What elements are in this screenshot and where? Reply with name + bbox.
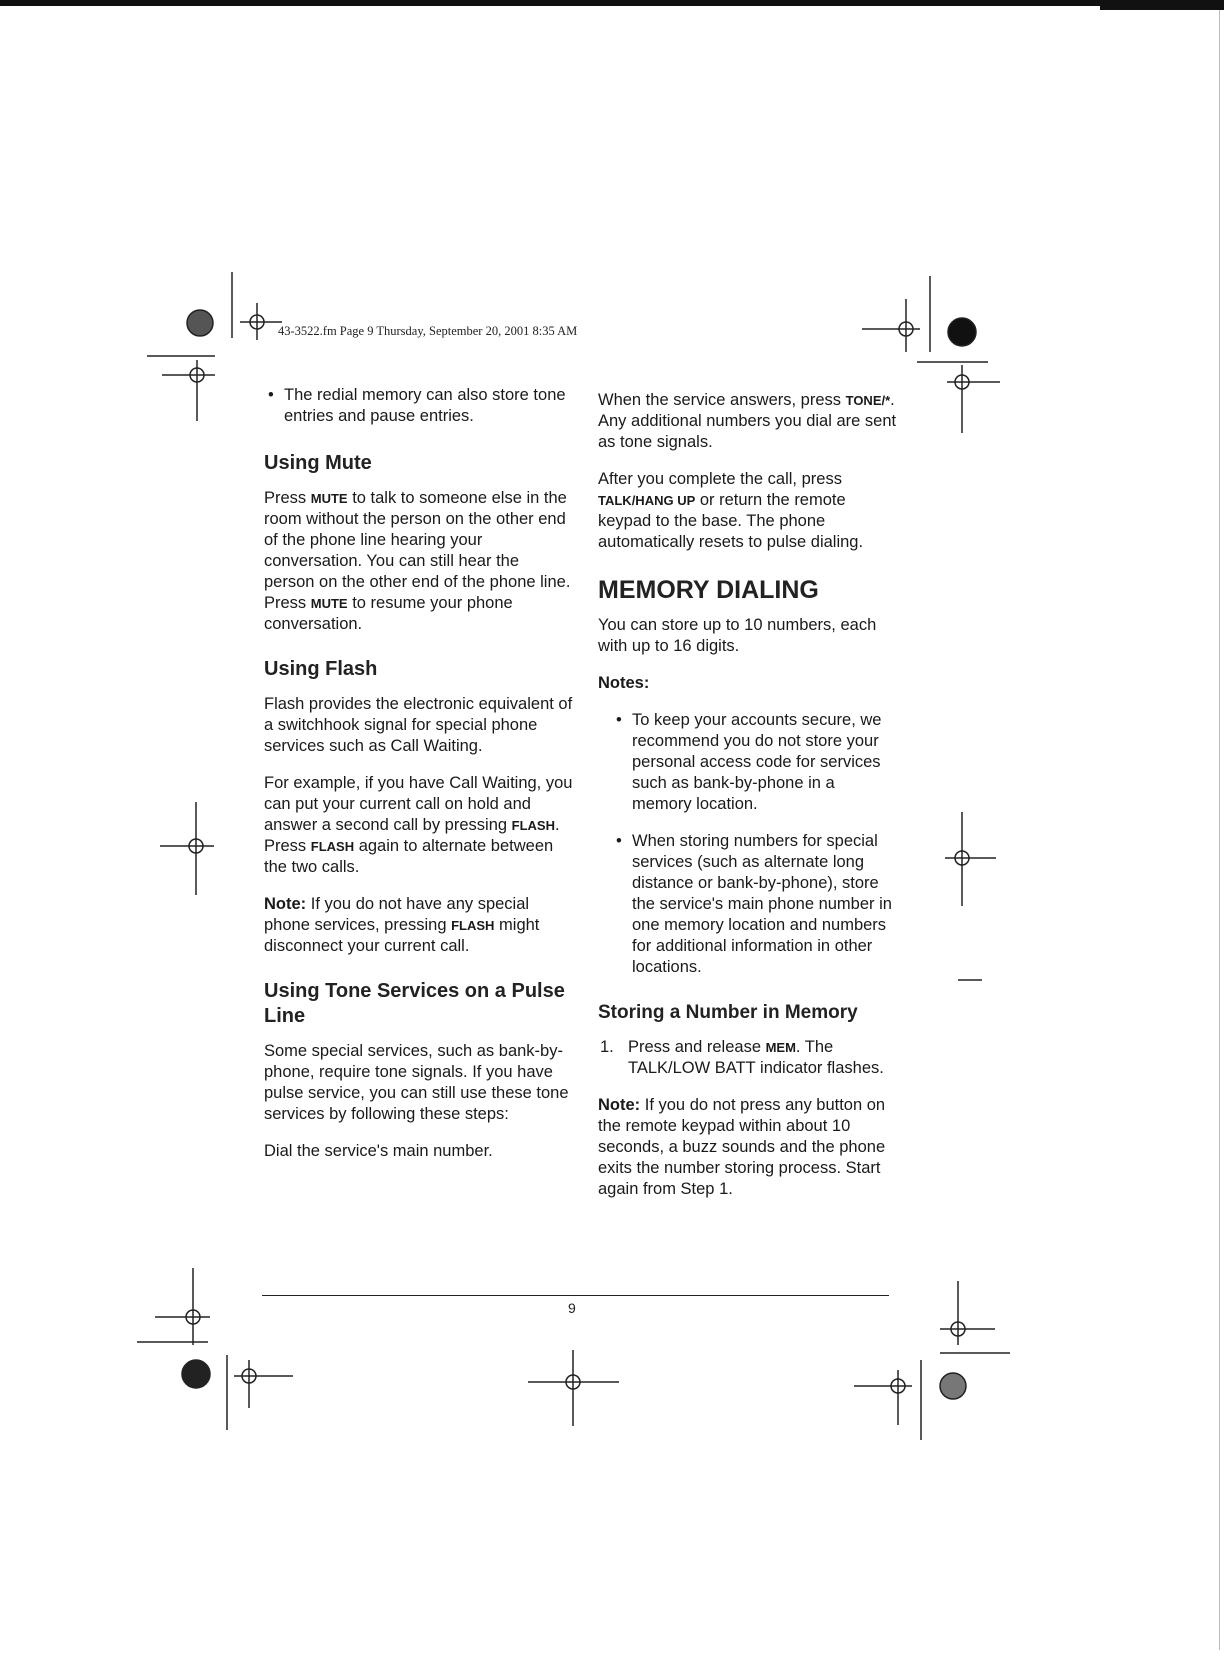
using-mute-heading: Using Mute xyxy=(264,452,372,474)
notes-bullet-2: When storing numbers for special services (such as alternate long distance or bank-by-phone), store the service's main phone number in one memory location and numbers for additional information in other locations. xyxy=(632,832,892,976)
page-number: 9 xyxy=(568,1300,576,1316)
rosette-icon xyxy=(182,1360,210,1388)
memory-paragraph: You can store up to 10 numbers, each with up to 16 digits. xyxy=(598,616,877,655)
notes-label: Notes: xyxy=(598,674,650,692)
tone-paragraph-1: Some special services, such as bank-by-phone, require tone signals. If you have pulse service, you can still use these tone services by following these steps: xyxy=(264,1042,569,1123)
storing-note: Note: If you do not press any button on the remote keypad within about 10 seconds, a buzz sounds and the phone exits the number storing process. Start again from Step 1. xyxy=(598,1096,886,1198)
rosette-icon xyxy=(187,310,213,336)
complete-call-paragraph: After you complete the call, press TALK/HANG UP or return the remote keypad to the base. The phone automatically resets to pulse dialing. xyxy=(598,470,864,551)
storing-number-heading: Storing a Number in Memory xyxy=(598,1002,858,1023)
file-info-header: 43-3522.fm Page 9 Thursday, September 20, 2001 8:35 AM xyxy=(278,324,578,338)
list-item xyxy=(612,710,898,815)
rosette-icon xyxy=(948,318,976,346)
flash-note: Note: If you do not have any special phone services, pressing FLASH might disconnect your current call. xyxy=(264,895,540,955)
bullet-icon: • xyxy=(268,386,274,404)
right-column xyxy=(598,390,898,1200)
tone-services-heading: Using Tone Services on a Pulse Line xyxy=(264,980,565,1027)
step-number: 1. xyxy=(600,1038,614,1056)
list-item xyxy=(264,385,574,427)
list-item: 1. Press and release MEM. The TALK/LOW BATT indicator flashes. xyxy=(600,1038,884,1077)
left-column xyxy=(264,385,574,1162)
flash-paragraph-1: Flash provides the electronic equivalent of a switchhook signal for special phone services such as Call Waiting. xyxy=(264,695,573,755)
rosette-icon xyxy=(940,1373,966,1399)
redial-bullet-text: The redial memory can also store tone entries and pause entries. xyxy=(284,386,566,425)
footer-rule xyxy=(262,1295,889,1296)
service-answers-paragraph: When the service answers, press TONE/*. Any additional numbers you dial are sent as tone signals. xyxy=(598,391,897,451)
bullet-icon: • xyxy=(616,711,622,729)
memory-dialing-heading: MEMORY DIALING xyxy=(598,576,819,604)
list-item xyxy=(612,831,898,978)
bullet-icon: • xyxy=(616,832,622,850)
using-flash-heading: Using Flash xyxy=(264,658,378,680)
tone-paragraph-2: Dial the service's main number. xyxy=(264,1142,493,1160)
notes-bullet-1: To keep your accounts secure, we recommend you do not store your personal access code for services such as bank-by-phone in a memory location. xyxy=(632,711,882,813)
mute-paragraph: Press MUTE to talk to someone else in the room without the person on the other end of the phone line hearing your conversation. You can still hear the person on the other end of the phone line. Press MUTE to resume your phone conversation. xyxy=(264,489,571,633)
flash-paragraph-2: For example, if you have Call Waiting, you can put your current call on hold and answer a second call by pressing FLASH. Press FLASH again to alternate between the two calls. xyxy=(264,774,573,876)
